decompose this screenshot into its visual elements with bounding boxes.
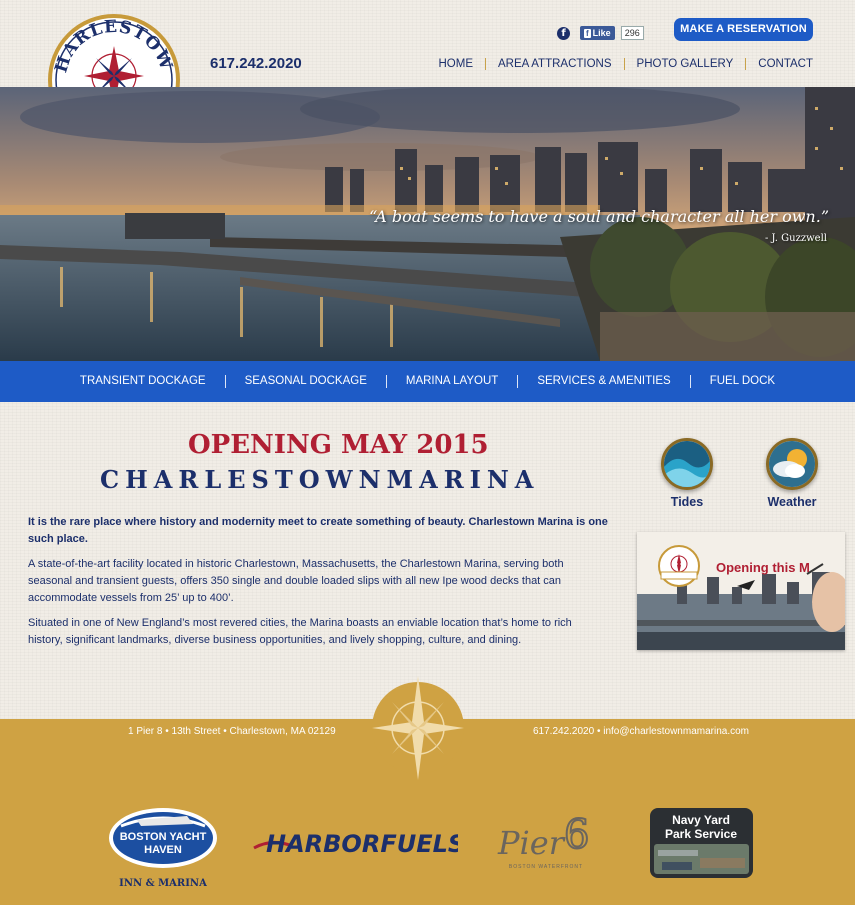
navy-line2: Park Service [664, 827, 738, 841]
like-count: 296 [621, 26, 644, 40]
footer-address: 1 Pier 8 • 13th Street • Charlestown, MA 02129 [128, 726, 336, 737]
weather-widget[interactable] [762, 438, 822, 509]
partner-boston-yacht-haven[interactable] [107, 806, 219, 886]
partner-navy-yard-park-service[interactable] [650, 808, 753, 878]
facebook-logo-icon: f [586, 28, 589, 38]
body-paragraph-1: A state-of-the-art facility located in historic Charlestown, Massachusetts, the Charlestown Marina, serving both seasonal and transient guests, offers 350 single and double loaded slips with all new Ipe wood decks that can accommodate vessels from 25’ up to 400’. [28, 558, 564, 604]
facebook-like-button[interactable] [580, 26, 615, 40]
sub-nav [0, 361, 855, 402]
pier-name: Pier [498, 824, 564, 862]
subnav-transient-dockage[interactable]: TRANSIENT DOCKAGE [79, 375, 206, 387]
weather-icon [766, 438, 818, 490]
intro-text: It is the rare place where history and modernity meet to create something of beauty. Charlestown Marina is one such place. [28, 516, 608, 545]
footer-compass-icon [368, 672, 468, 784]
facebook-icon[interactable]: f [557, 27, 570, 40]
subnav-fuel-dock[interactable]: FUEL DOCK [690, 375, 794, 388]
tides-widget[interactable] [657, 438, 717, 509]
footer-contact[interactable]: 617.242.2020 • info@charlestownmamarina.com [533, 726, 749, 737]
header-phone[interactable]: 617.242.2020 [210, 55, 302, 72]
top-nav [427, 58, 814, 70]
pier-number: 6 [564, 812, 590, 858]
subnav-seasonal-dockage[interactable]: SEASONAL DOCKAGE [225, 375, 386, 388]
nav-photo-gallery[interactable]: PHOTO GALLERY [624, 58, 746, 70]
boston-sub: INN & MARINA [119, 878, 207, 888]
nav-contact[interactable]: CONTACT [745, 58, 813, 70]
hero-quote: “A boat seems to have a soul and character all her own.” [369, 207, 829, 226]
subnav-services-amenities[interactable]: SERVICES & AMENITIES [517, 375, 689, 388]
nav-area-attractions[interactable]: AREA ATTRACTIONS [485, 58, 624, 70]
logo-name-top: HARLESTOW [51, 16, 177, 76]
pier-sub: BOSTON WATERFRONT [508, 864, 584, 870]
partner-pier6[interactable] [496, 812, 601, 872]
social-bar [557, 25, 644, 41]
nav-home[interactable]: HOME [438, 58, 473, 70]
body-paragraph-2: Situated in one of New England’s most revered cities, the Marina boasts an enviable location that’s home to rich history, significant landmarks, diverse business opportunities, and lively shopping, culture, and dining. [28, 617, 572, 646]
tides-icon [661, 438, 713, 490]
opening-video-thumbnail[interactable] [637, 532, 845, 650]
harbor-fuels-text: HARBORFUELS [266, 830, 458, 858]
tides-label: Tides [670, 495, 704, 509]
marina-title: CHARLESTOWNMARINA [100, 465, 540, 494]
video-caption: Opening this M [716, 560, 810, 575]
make-reservation-button[interactable]: MAKE A RESERVATION [674, 18, 813, 41]
partner-harbor-fuels[interactable] [252, 820, 458, 864]
subnav-marina-layout[interactable]: MARINA LAYOUT [386, 375, 517, 388]
hero-quote-author: - J. Guzzwell [765, 233, 827, 244]
navy-line1: Navy Yard [672, 813, 730, 827]
boston-line1: BOSTON YACHT [119, 831, 207, 843]
weather-label: Weather [767, 495, 817, 509]
boston-line2: HAVEN [144, 844, 182, 856]
like-label: Like [592, 28, 611, 38]
opening-headline: OPENING MAY 2015 [188, 430, 489, 460]
